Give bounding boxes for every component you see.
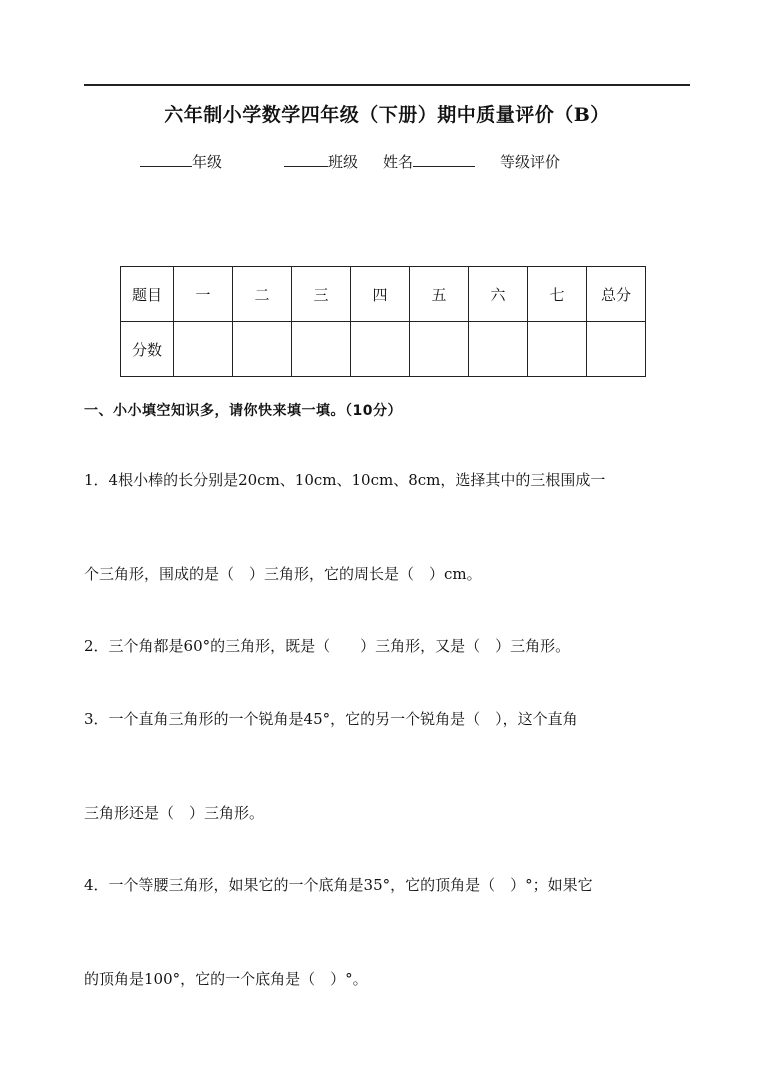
grade-field xyxy=(140,151,222,172)
question-line: 2．三个角都是60°的三角形，既是（ ）三角形，又是（ ）三角形。 xyxy=(84,637,571,655)
score-cell[interactable] xyxy=(410,322,469,377)
score-table-header-row xyxy=(121,267,646,322)
question-line: 1．4根小棒的长分别是20cm、10cm、10cm、8cm，选择其中的三根围成一 xyxy=(84,471,606,489)
table-cell: 五 xyxy=(410,267,469,322)
name-field xyxy=(383,151,475,172)
question-line: 3．一个直角三角形的一个锐角是45°，它的另一个锐角是（ ），这个直角 xyxy=(84,710,578,728)
question-line: 的顶角是100°，它的一个底角是（ ）°。 xyxy=(84,970,368,988)
score-table xyxy=(120,266,646,377)
table-cell: 四 xyxy=(351,267,410,322)
score-table-score-row xyxy=(121,322,646,377)
score-cell[interactable] xyxy=(351,322,410,377)
rating-label: 等级评价 xyxy=(500,153,561,171)
question-line: 4．一个等腰三角形，如果它的一个底角是35°，它的顶角是（ ）°；如果它 xyxy=(84,876,593,894)
name-label: 姓名 xyxy=(383,153,414,171)
table-cell: 总分 xyxy=(587,267,646,322)
grade-blank xyxy=(140,152,192,167)
name-blank xyxy=(413,152,475,167)
table-cell: 六 xyxy=(469,267,528,322)
class-label: 班级 xyxy=(328,153,359,171)
rating-field xyxy=(500,151,560,172)
page-title: 六年制小学数学四年级（下册）期中质量评价（B） xyxy=(164,104,610,126)
grade-label: 年级 xyxy=(192,153,223,171)
top-rule xyxy=(84,84,690,86)
table-cell: 一 xyxy=(174,267,233,322)
table-cell: 七 xyxy=(528,267,587,322)
class-field xyxy=(284,151,358,172)
table-cell: 三 xyxy=(292,267,351,322)
score-cell[interactable] xyxy=(469,322,528,377)
question-line: 个三角形，围成的是（ ）三角形，它的周长是（ ）cm。 xyxy=(84,565,482,583)
score-cell[interactable] xyxy=(174,322,233,377)
table-cell: 二 xyxy=(233,267,292,322)
score-cell[interactable] xyxy=(528,322,587,377)
score-cell[interactable] xyxy=(587,322,646,377)
score-cell[interactable] xyxy=(292,322,351,377)
question-line: 三角形还是（ ）三角形。 xyxy=(84,804,265,822)
score-cell[interactable] xyxy=(233,322,292,377)
table-cell: 分数 xyxy=(121,322,174,377)
class-blank xyxy=(284,152,328,167)
section-heading: 一、小小填空知识多，请你快来填一填。（10分） xyxy=(84,403,402,419)
table-cell: 题目 xyxy=(121,267,174,322)
